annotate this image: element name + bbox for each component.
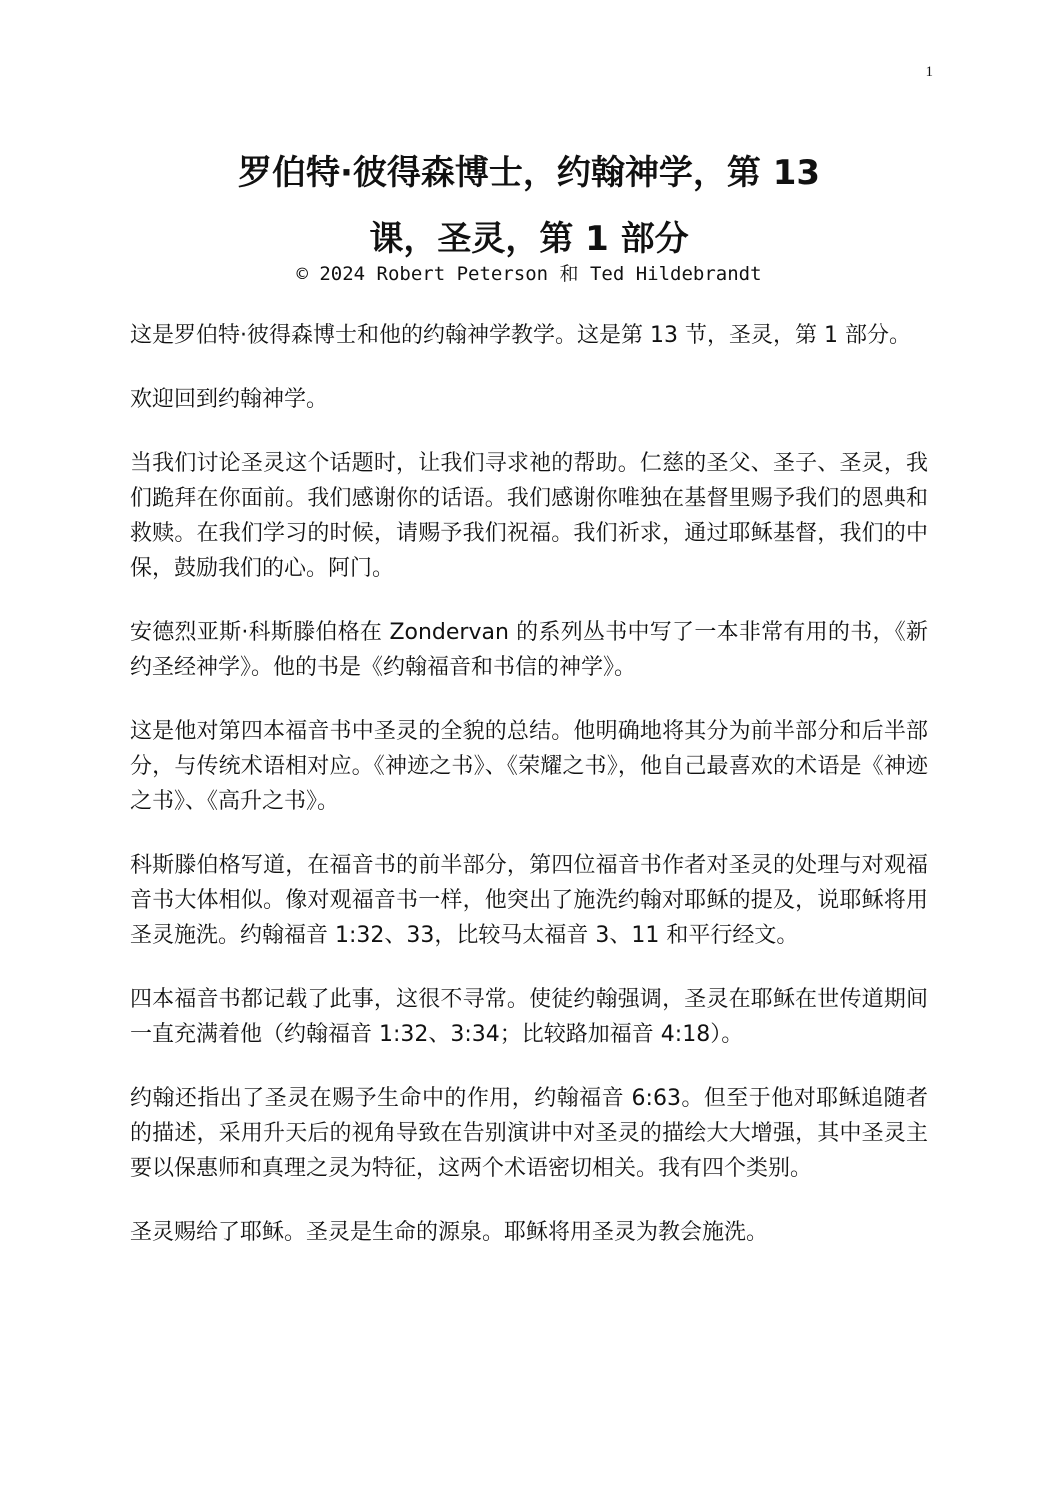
title-line-2: 课，圣灵，第 1 部分	[369, 219, 689, 259]
paragraph-summary: 这是他对第四本福音书中圣灵的全貌的总结。他明确地将其分为前半部分和后半部分，与传统术语相对应。《神迹之书》、《荣耀之书》，他自己最喜欢的术语是《神迹之书》、《高升之书》。	[130, 719, 928, 814]
paragraph-first-half: 科斯滕伯格写道，在福音书的前半部分，第四位福音书作者对圣灵的处理与对观福音书大体相似。像对观福音书一样，他突出了施洗约翰对耶稣的提及，说耶稣将用圣灵施洗。约翰福音 1:32、33，比较马太福音 3、11 和平行经文。	[130, 853, 928, 948]
title-line-1: 罗伯特·彼得森博士，约翰神学，第 13	[237, 153, 821, 193]
paragraph-kostenberger-book: 安德烈亚斯·科斯滕伯格在 Zondervan 的系列丛书中写了一本非常有用的书，《新约圣经神学》。他的书是《约翰福音和书信的神学》。	[130, 620, 928, 680]
paragraph-four-gospels: 四本福音书都记载了此事，这很不寻常。使徒约翰强调，圣灵在耶稣在世传道期间一直充满着他（约翰福音 1:32、3:34；比较路加福音 4:18）。	[130, 987, 928, 1047]
paragraph-categories: 圣灵赐给了耶稣。圣灵是生命的源泉。耶稣将用圣灵为教会施洗。	[130, 1220, 769, 1245]
page-number: 1	[925, 64, 933, 80]
page-title	[130, 140, 928, 272]
paragraph-welcome: 欢迎回到约翰神学。	[130, 387, 329, 412]
document-body	[130, 318, 928, 1279]
paragraph-prayer: 当我们讨论圣灵这个话题时，让我们寻求祂的帮助。仁慈的圣父、圣子、圣灵，我们跪拜在你面前。我们感谢你的话语。我们感谢你唯独在基督里赐予我们的恩典和救赎。在我们学习的时候，请赐予我们祝福。我们祈求，通过耶稣基督，我们的中保，鼓励我们的心。阿门。	[130, 451, 928, 581]
paragraph-life-giving: 约翰还指出了圣灵在赐予生命中的作用，约翰福音 6:63。但至于他对耶稣追随者的描述，采用升天后的视角导致在告别演讲中对圣灵的描绘大大增强，其中圣灵主要以保惠师和真理之灵为特征，这两个术语密切相关。我有四个类别。	[130, 1086, 928, 1181]
paragraph-intro: 这是罗伯特·彼得森博士和他的约翰神学教学。这是第 13 节，圣灵，第 1 部分。	[130, 323, 911, 348]
copyright-line: © 2024 Robert Peterson 和 Ted Hildebrandt	[296, 263, 762, 285]
